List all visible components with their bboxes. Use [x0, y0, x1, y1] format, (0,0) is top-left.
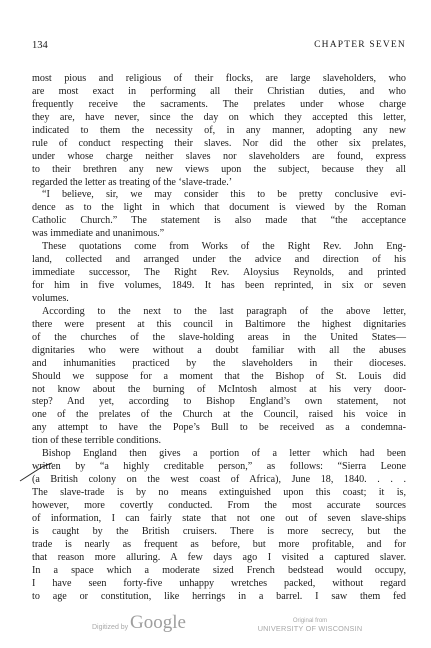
text-line: there were present at this council in Baltimore the highest dignitaries: [32, 318, 406, 330]
text-line: rule of conduct respecting their slaves. Nor did the other six prelates,: [32, 137, 406, 149]
text-line: was immediate and unanimous.”: [32, 228, 165, 240]
text-line: “I believe, sir, we may consider this to be pretty conclusive evi-: [42, 189, 406, 201]
text-line: step? And yet, according to Bishop England’s own statement, not: [32, 396, 406, 408]
original-source: [250, 618, 370, 632]
text-line: one of the prelates of the Church at the Council, raised his voice in: [32, 409, 406, 421]
page-number: 134: [32, 40, 48, 51]
text-line: written by “a highly creditable person,” as follows: “Sierra Leone: [32, 461, 406, 473]
google-logo: Google: [130, 612, 186, 633]
text-line: and inhumanities practiced by the slaveholders in their dioceses.: [32, 357, 406, 369]
text-line: under whose charge neither slaves nor slaveholders are found, express: [32, 150, 406, 162]
text-line: regarded the letter as treating of the ‘slave-trade.’: [32, 176, 233, 188]
text-line: of the churches of the slave-holding areas in the United States—: [32, 331, 406, 343]
text-line: to their brethren any new views upon the subject, because they all: [32, 163, 406, 175]
text-line: however, more covertly conducted. From the most accurate sources: [32, 499, 406, 511]
text-line: they are, have never, since the day on which they accepted this letter,: [32, 111, 406, 123]
text-line: of information, I can fairly state that not one out of seven slave-ships: [32, 512, 406, 524]
text-line: In a space which a moderate sized French bedstead would occupy,: [32, 564, 406, 576]
digitized-by-label: Digitized by: [92, 624, 129, 631]
text-line: for him in five volumes, 1849. It has been reprinted, in six or seven: [32, 280, 406, 291]
text-line: Bishop England then gives a portion of a letter which had been: [42, 448, 406, 460]
body-text: [32, 73, 406, 603]
text-line: that reason more alluring. A few days ago I visited a captured slaver.: [32, 551, 406, 563]
text-line: dignitaries who were without a doubt familiar with all the abuses: [32, 344, 406, 356]
chapter-title: CHAPTER SEVEN: [314, 40, 406, 50]
footer: [0, 610, 431, 640]
text-line: indicated to them the necessity of, in any manner, adopting any new: [32, 124, 406, 136]
text-line: not know about the burning of McIntosh almost at his very door-: [32, 383, 406, 395]
text-line: are most exact in performing all their Christian duties, and who: [32, 85, 406, 97]
text-line: to age or constitution, like herrings in a barrel. I saw them fed: [32, 590, 406, 602]
text-line: According to the next to the last paragraph of the above letter,: [42, 305, 406, 317]
text-line: (a British colony on the west coast of Africa), June 18, 1840. . . .: [32, 474, 406, 486]
text-line: frequently receive the sacraments. The prelates under whose charge: [32, 98, 406, 110]
original-from-label: Original from: [292, 618, 328, 624]
source-library: UNIVERSITY OF WISCONSIN: [257, 624, 363, 633]
text-line: is caught by the British cruisers. There is more secrecy, but the: [32, 525, 406, 537]
text-line: These quotations come from Works of the Right Rev. John Eng-: [42, 241, 406, 253]
text-line: tion of these terrible conditions.: [32, 435, 162, 447]
text-line: I have seen forty-five unhappy wretches packed, without regard: [32, 577, 406, 589]
text-line: most pious and religious of their flocks, are large slaveholders, who: [32, 73, 406, 84]
text-line: dence as to the light in which that document is viewed by the Roman: [32, 202, 406, 214]
text-line: The slave-trade is by no means extinguished upon this coast; it is,: [32, 487, 406, 498]
text-line: Should we suppose for a moment that the Bishop of St. Louis did: [32, 370, 406, 382]
text-line: any attempt to have the Pope’s Bull to be received as a condemna-: [32, 422, 406, 434]
pen-margin-mark: [18, 461, 58, 483]
text-line: trade is nearly as frequent as before, but more profitable, and for: [32, 538, 406, 550]
text-line: land, collected and arranged under the advice and direction of his: [32, 254, 406, 266]
text-line: Catholic Church.” The statement is also made that “the acceptance: [32, 215, 406, 227]
text-line: immediate successor, The Right Rev. Aloysius Reynolds, and printed: [32, 267, 406, 279]
text-line: volumes.: [32, 292, 69, 304]
page-header: [32, 40, 406, 54]
